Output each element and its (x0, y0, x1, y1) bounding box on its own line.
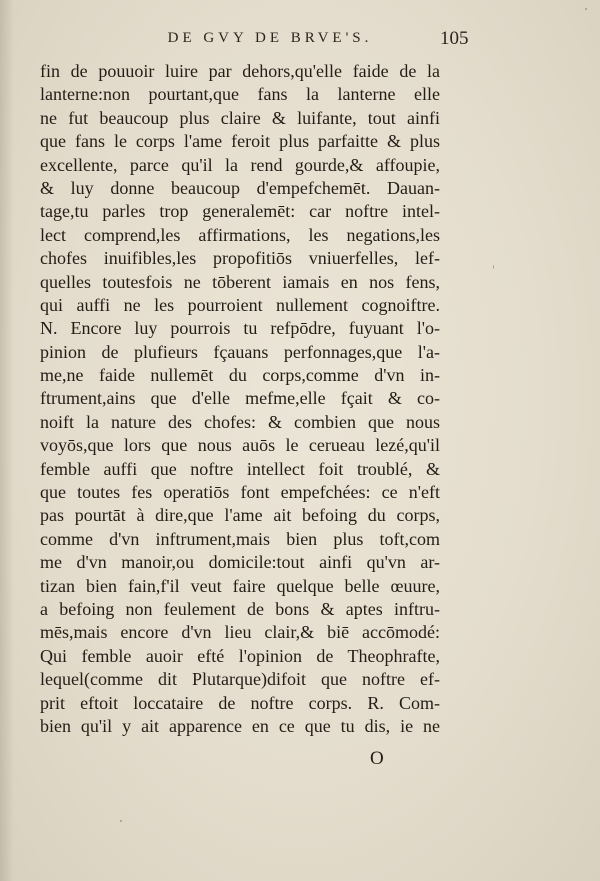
text-line: & luy donne beaucoup d'empefchemēt. Dauan- (40, 177, 440, 198)
text-line: N. Encore luy pourrois tu refpōdre, fuyuant l'o- (40, 318, 440, 339)
text-line: ftrument,ains que d'elle mefme,elle fçait & co- (40, 388, 440, 409)
text-line: lanterne:non pourtant,que fans la lanterne elle (40, 84, 440, 105)
text-line: mēs,mais encore d'vn lieu clair,& biē accōmodé: (40, 622, 440, 643)
text-line: bien qu'il y ait apparence en ce que tu dis, ie ne (40, 715, 440, 736)
paper-speck (493, 265, 494, 269)
text-line: tage,tu parles trop generalemēt: car noftre intel- (40, 201, 440, 222)
text-line: ne fut beaucoup plus claire & luifante, tout ainfi (40, 107, 440, 128)
catchword: O (370, 748, 384, 769)
text-line: que fans le corps l'ame feroit plus parfaitte & plus (40, 131, 440, 152)
text-line: que toutes fes operatiōs font empefchées: ce n'eft (40, 482, 440, 503)
text-line: pinion de plufieurs fçauans perfonnages,que l'a- (40, 341, 440, 362)
paper-speck (585, 8, 587, 10)
text-line: quelles toutesfois ne tōberent iamais en nos fens, (40, 271, 440, 292)
paper-speck (120, 820, 122, 822)
page-number: 105 (440, 28, 469, 49)
text-line: femble auffi que noftre intellect foit troublé, & (40, 458, 440, 479)
text-line: qui auffi ne les pourroient nullement cognoiftre. (40, 294, 440, 315)
text-line: excellente, parce qu'il la rend gourde,& affoupie, (40, 154, 440, 175)
text-line: me d'vn manoir,ou domicile:tout ainfi qu'vn ar- (40, 552, 440, 573)
text-line: comme d'vn inftrument,mais bien plus toft,com (40, 528, 440, 549)
body-text (40, 60, 440, 738)
text-line: chofes inuifibles,les propofitiōs vniuerfelles, lef- (40, 248, 440, 269)
text-line: Qui femble auoir efté l'opinion de Theophrafte, (40, 645, 440, 666)
text-line: a befoing non feulement de bons & aptes inftru- (40, 598, 440, 619)
text-line: noift la nature des chofes: & combien que nous (40, 411, 440, 432)
running-title: DE GVY DE BRVE'S. (167, 30, 373, 46)
text-line: lect comprend,les affirmations, les negations,les (40, 224, 440, 245)
text-line: tizan bien fain,f'il veut faire quelque belle œuure, (40, 575, 440, 596)
text-line: me,ne faide nullemēt du corps,comme d'vn in- (40, 365, 440, 386)
text-line: pas pourtāt à dire,que l'ame ait befoing du corps, (40, 505, 440, 526)
text-line: fin de pouuoir luire par dehors,qu'elle faide de la (40, 61, 440, 81)
page-gutter-shadow (0, 0, 14, 881)
text-line: lequel(comme dit Plutarque)difoit que noftre ef- (40, 669, 440, 690)
text-line: voyōs,que lors que nous auōs le cerueau lezé,qu'il (40, 435, 440, 456)
text-line: prit eftoit loccataire de noftre corps. R. Com- (40, 692, 440, 713)
